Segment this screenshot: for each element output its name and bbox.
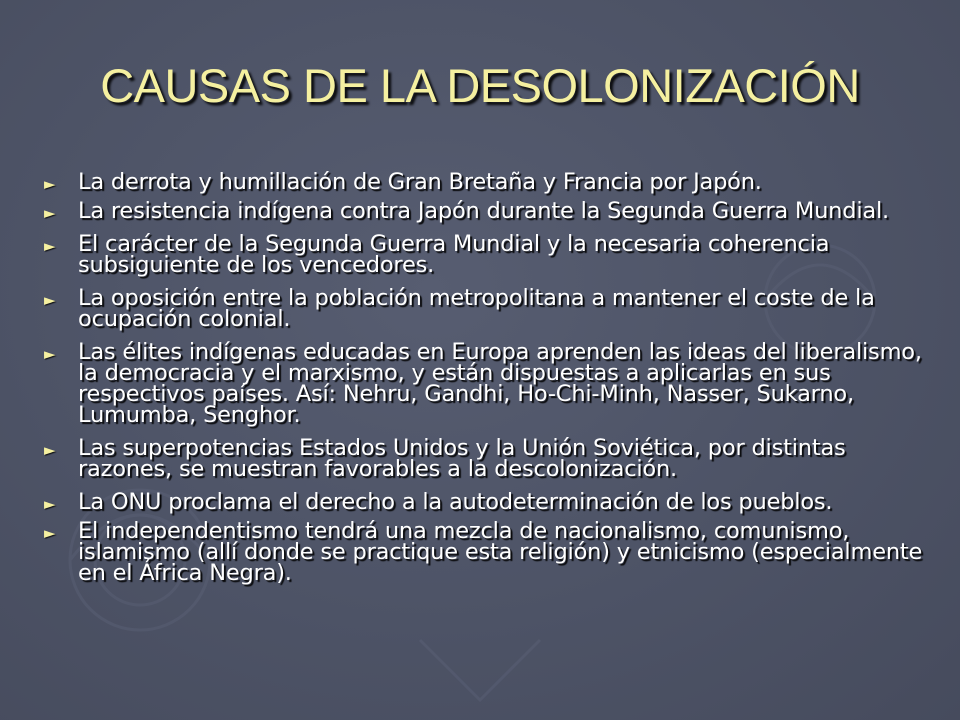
bullet-arrow-icon: ► <box>44 345 56 363</box>
bullet-item <box>44 231 924 278</box>
bullet-arrow-icon: ► <box>44 441 56 459</box>
bullet-text: La ONU proclama el derecho a la autodeterminación de los pueblos. <box>78 489 833 515</box>
bullet-item <box>44 198 924 224</box>
bullet-item <box>44 169 924 195</box>
bullet-text: La oposición entre la población metropolitana a mantener el coste de la ocupación colonial. <box>78 285 875 332</box>
bullet-arrow-icon: ► <box>44 204 56 222</box>
bullet-arrow-icon: ► <box>44 237 56 255</box>
slide-title: CAUSAS DE LA DESOLONIZACIÓN <box>100 59 860 112</box>
bullet-arrow-icon: ► <box>44 175 56 193</box>
bullet-text: El carácter de la Segunda Guerra Mundial y la necesaria coherencia subsiguiente de los vencedores. <box>78 231 830 278</box>
bullet-text: Las élites indígenas educadas en Europa aprenden las ideas del liberalismo, la democracia y el marxismo, y están dispuestas a aplicarlas en sus respectivos países. Así: Nehru, Gandhi, Ho-Chi-Minh, Nasser, Sukarno, Lumumba, Senghor. <box>78 339 922 428</box>
bullet-item <box>44 339 924 428</box>
bullet-text: El independentismo tendrá una mezcla de nacionalismo, comunismo, islamismo (allí donde se practique esta religión) y etnicismo (especialmente en el África Negra). <box>78 518 923 586</box>
bullet-item <box>44 435 924 482</box>
bullet-item <box>44 285 924 332</box>
bullet-text: La resistencia indígena contra Japón durante la Segunda Guerra Mundial. <box>78 198 889 224</box>
bullet-arrow-icon: ► <box>44 524 56 542</box>
bullet-item <box>44 489 924 515</box>
bullet-arrow-icon: ► <box>44 291 56 309</box>
bullet-text: Las superpotencias Estados Unidos y la Unión Soviética, por distintas razones, se muestran favorables a la descolonización. <box>78 435 846 482</box>
bullet-item <box>44 518 924 586</box>
bullet-list <box>44 169 924 596</box>
bullet-text: La derrota y humillación de Gran Bretaña y Francia por Japón. <box>78 169 762 195</box>
bullet-arrow-icon: ► <box>44 495 56 513</box>
